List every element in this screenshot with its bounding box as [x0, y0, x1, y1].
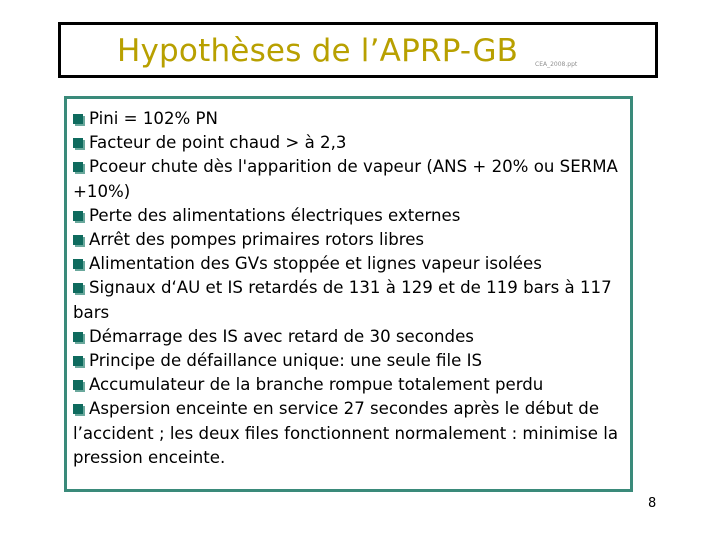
list-item-text: Démarrage des IS avec retard de 30 secondes	[89, 326, 474, 346]
square-bullet-icon	[73, 114, 83, 124]
list-item-text: Perte des alimentations électriques externes	[89, 205, 461, 225]
square-bullet-icon	[73, 162, 83, 172]
list-item	[73, 252, 629, 276]
square-bullet-icon	[73, 332, 83, 342]
list-item	[73, 397, 629, 470]
list-item-text: Principe de défaillance unique: une seule file IS	[89, 351, 483, 371]
slide-title: Hypothèses de l’APRP-GB	[117, 33, 519, 69]
square-bullet-icon	[73, 211, 83, 221]
list-item	[73, 276, 629, 324]
list-item-text: Accumulateur de la branche rompue totalement perdu	[89, 375, 544, 395]
list-item-text: Alimentation des GVs stoppée et lignes vapeur isolées	[89, 254, 542, 274]
list-item	[73, 349, 629, 373]
list-item	[73, 228, 629, 252]
slide-title-tag: CEA_2008.ppt	[535, 61, 578, 68]
list-item	[73, 204, 629, 228]
bullet-list	[73, 107, 629, 470]
square-bullet-icon	[73, 235, 83, 245]
list-item	[73, 373, 629, 397]
square-bullet-icon	[73, 138, 83, 148]
page-number: 8	[648, 496, 657, 511]
list-item-text: Facteur de point chaud > à 2,3	[89, 133, 347, 153]
list-item	[73, 325, 629, 349]
list-item	[73, 155, 629, 203]
square-bullet-icon	[73, 404, 83, 414]
square-bullet-icon	[73, 356, 83, 366]
square-bullet-icon	[73, 380, 83, 390]
square-bullet-icon	[73, 283, 83, 293]
list-item-text: Pini = 102% PN	[89, 109, 218, 128]
list-item-text: Pcoeur chute dès l'apparition de vapeur (ANS + 20% ou SERMA +10%)	[73, 157, 618, 201]
list-item-text: Arrêt des pompes primaires rotors libres	[89, 230, 425, 250]
list-item-text: Signaux d‘AU et IS retardés de 131 à 129 et de 119 bars à 117 bars	[73, 278, 612, 322]
square-bullet-icon	[73, 259, 83, 269]
slide-title-box	[58, 22, 658, 78]
list-item-text: Aspersion enceinte en service 27 secondes après le début de l’accident ; les deux files fonctionnent normalement : minimise la pression enceinte.	[73, 399, 619, 467]
slide-content-box	[64, 96, 633, 492]
list-item	[73, 107, 629, 131]
list-item	[73, 131, 629, 155]
